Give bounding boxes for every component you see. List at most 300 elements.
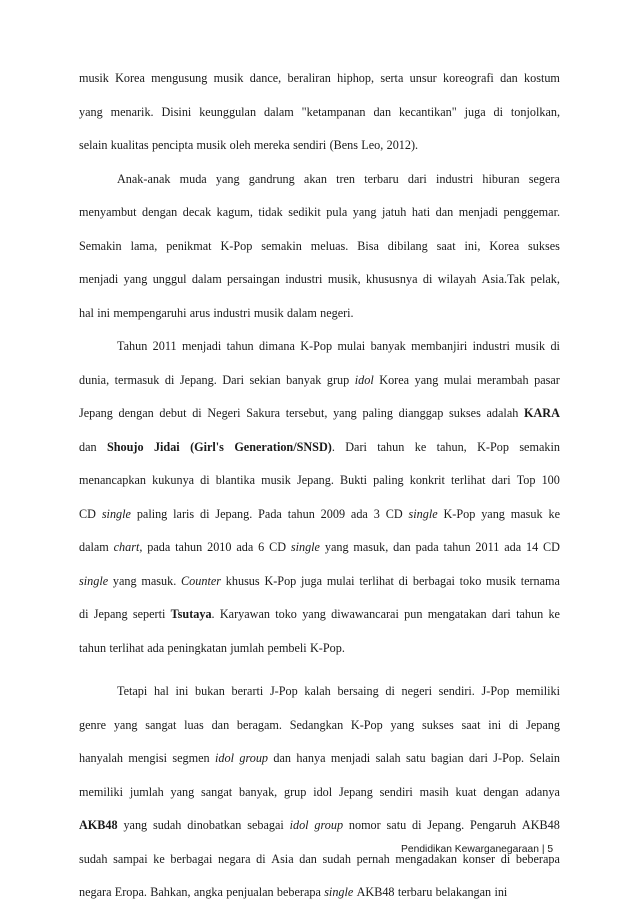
word: 6 (258, 540, 265, 554)
word: Anak-anak (117, 171, 171, 186)
word: konkrit (409, 473, 445, 487)
word: yang (333, 406, 357, 420)
word: 2011 (152, 339, 177, 353)
word: di (200, 473, 210, 487)
word: industri (435, 171, 474, 186)
word: K-Pop (477, 439, 509, 454)
word: decak (182, 205, 212, 219)
word: Leo, (361, 138, 384, 152)
word: berarti (231, 684, 264, 698)
word: tahun (287, 506, 315, 521)
word: bukan (195, 684, 225, 698)
word: dan (299, 851, 317, 866)
word: CD (269, 540, 286, 554)
word: membanjiri (411, 339, 468, 353)
word: banyak (286, 372, 322, 387)
word: sukses (449, 406, 481, 420)
word: pada (415, 540, 439, 554)
word: sebagai (247, 818, 284, 832)
word: khususnya (366, 272, 418, 286)
paragraph (79, 330, 560, 665)
word: jatuh (381, 205, 407, 219)
word: idol (215, 751, 234, 765)
word: negeri (401, 684, 432, 698)
word: di (500, 851, 511, 866)
word: dinobatkan (187, 818, 242, 832)
word: K-Pop (443, 506, 476, 521)
word: CD (79, 506, 96, 521)
word: Korea (489, 238, 520, 253)
word: yang (215, 171, 240, 186)
word: mulai (326, 573, 355, 588)
word: yang (123, 272, 148, 286)
text-line (79, 675, 560, 709)
text-line (79, 565, 560, 599)
word: tahun (443, 540, 471, 554)
text-line (79, 397, 560, 431)
word: Eropa. (114, 885, 147, 899)
word: dance, (249, 71, 282, 85)
word: hiburan (482, 171, 520, 186)
word: kostum (524, 71, 560, 85)
word: penikmat (166, 238, 212, 253)
word: dari (468, 751, 488, 765)
word: tahun (226, 339, 254, 353)
word: 2010 (207, 540, 232, 554)
word: tidak (258, 205, 283, 219)
word: yang (302, 607, 326, 621)
text-line (79, 230, 560, 264)
word: yang (123, 818, 148, 832)
word: menarik. (110, 104, 154, 119)
word: industri (285, 272, 323, 286)
word: semakin (261, 238, 302, 253)
word: sampai (113, 851, 148, 866)
word: mengatakan (427, 607, 487, 621)
word: Jepang. (297, 473, 334, 487)
word: saat (461, 717, 481, 732)
word: hati (411, 205, 431, 219)
word: idol (354, 372, 374, 387)
word: CD (543, 540, 560, 554)
word: tahun (79, 640, 107, 655)
word: Sedangkan (289, 717, 344, 732)
word: muda (179, 171, 207, 186)
word: ke (548, 506, 560, 521)
word: Korea (379, 372, 410, 387)
word: konser (462, 851, 496, 866)
word: menjadi (181, 339, 222, 353)
word: sukses (528, 238, 560, 253)
paragraph (79, 163, 560, 331)
word: di (412, 818, 422, 832)
word: beberapa (276, 885, 321, 899)
text-line (79, 62, 560, 96)
word: satu (406, 751, 426, 765)
word: K-Pop (220, 238, 253, 253)
text-line (79, 531, 560, 565)
word: 2011 (475, 540, 500, 554)
word: dalam (263, 104, 294, 119)
word: negeri. (320, 305, 354, 320)
word: ini (97, 305, 111, 320)
word: ini (494, 885, 508, 899)
word: Dari (345, 439, 367, 454)
word: dan (373, 104, 392, 119)
word: dari (491, 607, 511, 621)
word: dan (79, 439, 97, 454)
word: 2009 (320, 506, 346, 521)
word: AKB48 (356, 885, 395, 899)
word: Negeri (207, 406, 241, 420)
word: group (239, 751, 269, 765)
word: serta (380, 71, 404, 85)
word: Jepang. (215, 506, 253, 521)
word: dan (211, 717, 230, 732)
word: CD (385, 506, 403, 521)
body-text (79, 62, 560, 910)
text-line (79, 809, 560, 843)
word: hanyalah (79, 751, 123, 765)
word: Generation/SNSD). (234, 439, 335, 454)
word: juga (301, 573, 323, 588)
word: mereka (253, 138, 290, 152)
word: idol (313, 784, 333, 799)
word: musik (253, 305, 284, 320)
word: bagian (431, 751, 464, 765)
word: di (550, 339, 560, 353)
word: gandrung (248, 171, 295, 186)
word: masuk, (353, 540, 389, 554)
word: Karyawan (219, 607, 270, 621)
word: di (79, 607, 89, 621)
word: 100 (541, 473, 560, 487)
word: J-Pop. (493, 751, 525, 765)
word: tonjolkan, (510, 104, 560, 119)
word: tren (336, 171, 356, 186)
word: Asia.Tak (481, 272, 526, 286)
word: Jepang. (427, 818, 465, 832)
word: 14 (526, 540, 539, 554)
word: Jidai (153, 439, 180, 454)
word: (Bens (329, 138, 358, 152)
word: Counter (181, 573, 221, 588)
word: meluas. (310, 238, 349, 253)
word: di (493, 104, 503, 119)
word: dengan (118, 406, 154, 420)
word: Bukti (339, 473, 368, 487)
word: "ketampanan (301, 104, 366, 119)
word: nomor (348, 818, 381, 832)
word: Jepang (526, 717, 560, 732)
word: single (324, 885, 354, 899)
word: grup (284, 784, 307, 799)
word: menjadi (330, 751, 371, 765)
paragraph (79, 675, 560, 910)
word: tersebut, (285, 406, 328, 420)
word: blantika (215, 473, 256, 487)
word: keunggulan (199, 104, 257, 119)
word: single (79, 573, 109, 588)
word: dan (500, 71, 518, 85)
word: idol (289, 818, 309, 832)
word: berbagai (170, 851, 213, 866)
word: yang (170, 784, 195, 799)
word: hal (153, 684, 169, 698)
word: bersaing (337, 684, 379, 698)
word: dan (273, 751, 292, 765)
word: K-Pop (350, 717, 383, 732)
word: Tahun (117, 339, 148, 353)
word: musik (486, 573, 516, 588)
word: berbagai (412, 573, 455, 588)
word: selain (79, 138, 108, 152)
word: seperti (132, 607, 166, 621)
word: segmen (172, 751, 210, 765)
word: di (398, 573, 409, 588)
word: Pengaruh (470, 818, 517, 832)
word: di (200, 506, 210, 521)
word: musik (79, 71, 109, 85)
word: memiliki (515, 684, 560, 698)
word: grup (326, 372, 350, 387)
word: di (385, 684, 395, 698)
word: Jepang (79, 406, 113, 420)
text-line (79, 96, 560, 130)
word: sekian (249, 372, 281, 387)
word: sudah (152, 818, 182, 832)
word: hal (79, 305, 94, 320)
word: persaingan (227, 272, 280, 286)
word: diwawancarai (331, 607, 399, 621)
word: unggul (152, 272, 187, 286)
word: yang (481, 506, 505, 521)
text-line (79, 364, 560, 398)
word: sukses (421, 717, 454, 732)
word: Bahkan, (150, 885, 191, 899)
word: paling (373, 473, 404, 487)
word: kalah (304, 684, 331, 698)
word: unsur (409, 71, 437, 85)
word: beraliran (287, 71, 331, 85)
word: mengisi (128, 751, 167, 765)
word: 2012). (386, 138, 419, 152)
word: peningkatan (167, 640, 227, 655)
word: terbaru (364, 171, 399, 186)
text-line (79, 876, 560, 910)
text-line (79, 431, 560, 465)
word: adanya (525, 784, 560, 799)
word: kukunya (152, 473, 195, 487)
word: masih (419, 784, 449, 799)
word: ada (236, 540, 254, 554)
word: toko (275, 607, 297, 621)
word: laris (173, 506, 195, 521)
word: ini (175, 684, 189, 698)
word: penjualan (226, 885, 274, 899)
word: sendiri (379, 784, 413, 799)
word: penggemar. (503, 205, 560, 219)
text-line (79, 498, 560, 532)
word: ini (488, 717, 502, 732)
word: memiliki (79, 784, 124, 799)
word: menancapkan (79, 473, 146, 487)
word: sangat (201, 784, 233, 799)
word: tahun (175, 540, 203, 554)
word: industri (472, 339, 510, 353)
word: dari (491, 473, 511, 487)
word: 3 (373, 506, 380, 521)
word: mengusung (151, 71, 208, 85)
word: musik (515, 339, 546, 353)
word: sedikit (288, 205, 321, 219)
word: Pada (258, 506, 282, 521)
word: pelak, (530, 272, 560, 286)
word: yang (414, 372, 439, 387)
word: dianggap (398, 406, 444, 420)
word: ada (147, 640, 165, 655)
word: K-Pop (264, 573, 297, 588)
word: yang (79, 104, 103, 119)
word: dengan (142, 205, 178, 219)
word: pasar (534, 372, 560, 387)
word: group (314, 818, 344, 832)
word: sudah (79, 851, 108, 866)
word: semakin (519, 439, 560, 454)
text-line (79, 163, 560, 197)
word: yang (390, 717, 415, 732)
word: Top (516, 473, 536, 487)
word: Jepang (338, 784, 373, 799)
word: arus (189, 305, 211, 320)
text-line (79, 196, 560, 230)
word: Asia (271, 851, 294, 866)
word: yang (113, 717, 138, 732)
word: luas (184, 717, 204, 732)
word: Tsutaya. (170, 607, 215, 621)
word: musik (213, 71, 244, 85)
text-line (79, 464, 560, 498)
word: ternama (520, 573, 560, 588)
word: di (422, 272, 433, 286)
word: lama, (130, 238, 158, 253)
word: mulai (337, 339, 366, 353)
word: beragam. (236, 717, 282, 732)
word: Korea (115, 71, 145, 85)
word: KARA (524, 406, 560, 420)
word: banyak (370, 339, 406, 353)
word: pun (404, 607, 423, 621)
word: angka (193, 885, 223, 899)
word: pada (147, 540, 171, 554)
word: genre (79, 717, 107, 732)
word: beberapa (515, 851, 560, 866)
word: oleh (229, 138, 251, 152)
word: dan (435, 205, 454, 219)
word: K-Pop (300, 339, 333, 353)
word: terlihat (451, 473, 486, 487)
word: kagum, (216, 205, 253, 219)
word: pernah (356, 851, 390, 866)
word: ini, (464, 238, 481, 253)
word: masuk. (141, 573, 177, 588)
word: paling (362, 406, 393, 420)
word: K-Pop. (310, 640, 345, 655)
word: industri (213, 305, 251, 320)
word: single (290, 540, 320, 554)
word: J-Pop (269, 684, 298, 698)
word: segera (528, 171, 560, 186)
word: merambah (477, 372, 529, 387)
word: mempengaruhi (113, 305, 187, 320)
word: yang (324, 540, 349, 554)
word: Selain (529, 751, 560, 765)
word: hanya (296, 751, 326, 765)
word: AKB48 (79, 818, 118, 832)
word: di (164, 372, 175, 387)
paragraph (79, 62, 560, 163)
text-line (79, 709, 560, 743)
word: di (508, 717, 519, 732)
word: paling (136, 506, 168, 521)
word: belakangan (435, 885, 492, 899)
word: yang (352, 205, 377, 219)
word: tahun, (436, 439, 467, 454)
text-line (79, 129, 560, 163)
word: menyambut (79, 205, 137, 219)
word: dari (407, 171, 427, 186)
word: Tetapi (117, 684, 148, 698)
word: sudah (322, 851, 351, 866)
word: di (192, 406, 202, 420)
word: (Girl's (190, 439, 224, 454)
word: debut (159, 406, 187, 420)
word: mulai (443, 372, 472, 387)
word: koreografi (443, 71, 494, 85)
word: masuk (510, 506, 543, 521)
word: dalam (191, 272, 222, 286)
word: menjadi (458, 205, 498, 219)
word: banyak, (238, 784, 278, 799)
word: pembeli (267, 640, 307, 655)
word: musik (196, 138, 227, 152)
word: Shoujo (106, 439, 144, 454)
word: terlihat (359, 573, 394, 588)
word: pula (326, 205, 348, 219)
word: ke (153, 851, 165, 866)
word: kecantikan" (398, 104, 457, 119)
word: tahun (377, 439, 405, 454)
text-line (79, 742, 560, 776)
word: single (101, 506, 131, 521)
word: juga (464, 104, 486, 119)
word: khusus (225, 573, 260, 588)
word: Sakura (246, 406, 281, 420)
text-line (79, 776, 560, 810)
word: wilayah (437, 272, 477, 286)
word: sendiri. (438, 684, 475, 698)
word: kuat (455, 784, 477, 799)
word: musik (261, 473, 291, 487)
word: termasuk (114, 372, 160, 387)
text-line (79, 263, 560, 297)
word: dunia, (79, 372, 110, 387)
text-line (79, 330, 560, 364)
word: salah (375, 751, 401, 765)
word: Bisa (357, 238, 379, 253)
word: chart, (113, 540, 143, 554)
word: pencipta (151, 138, 194, 152)
